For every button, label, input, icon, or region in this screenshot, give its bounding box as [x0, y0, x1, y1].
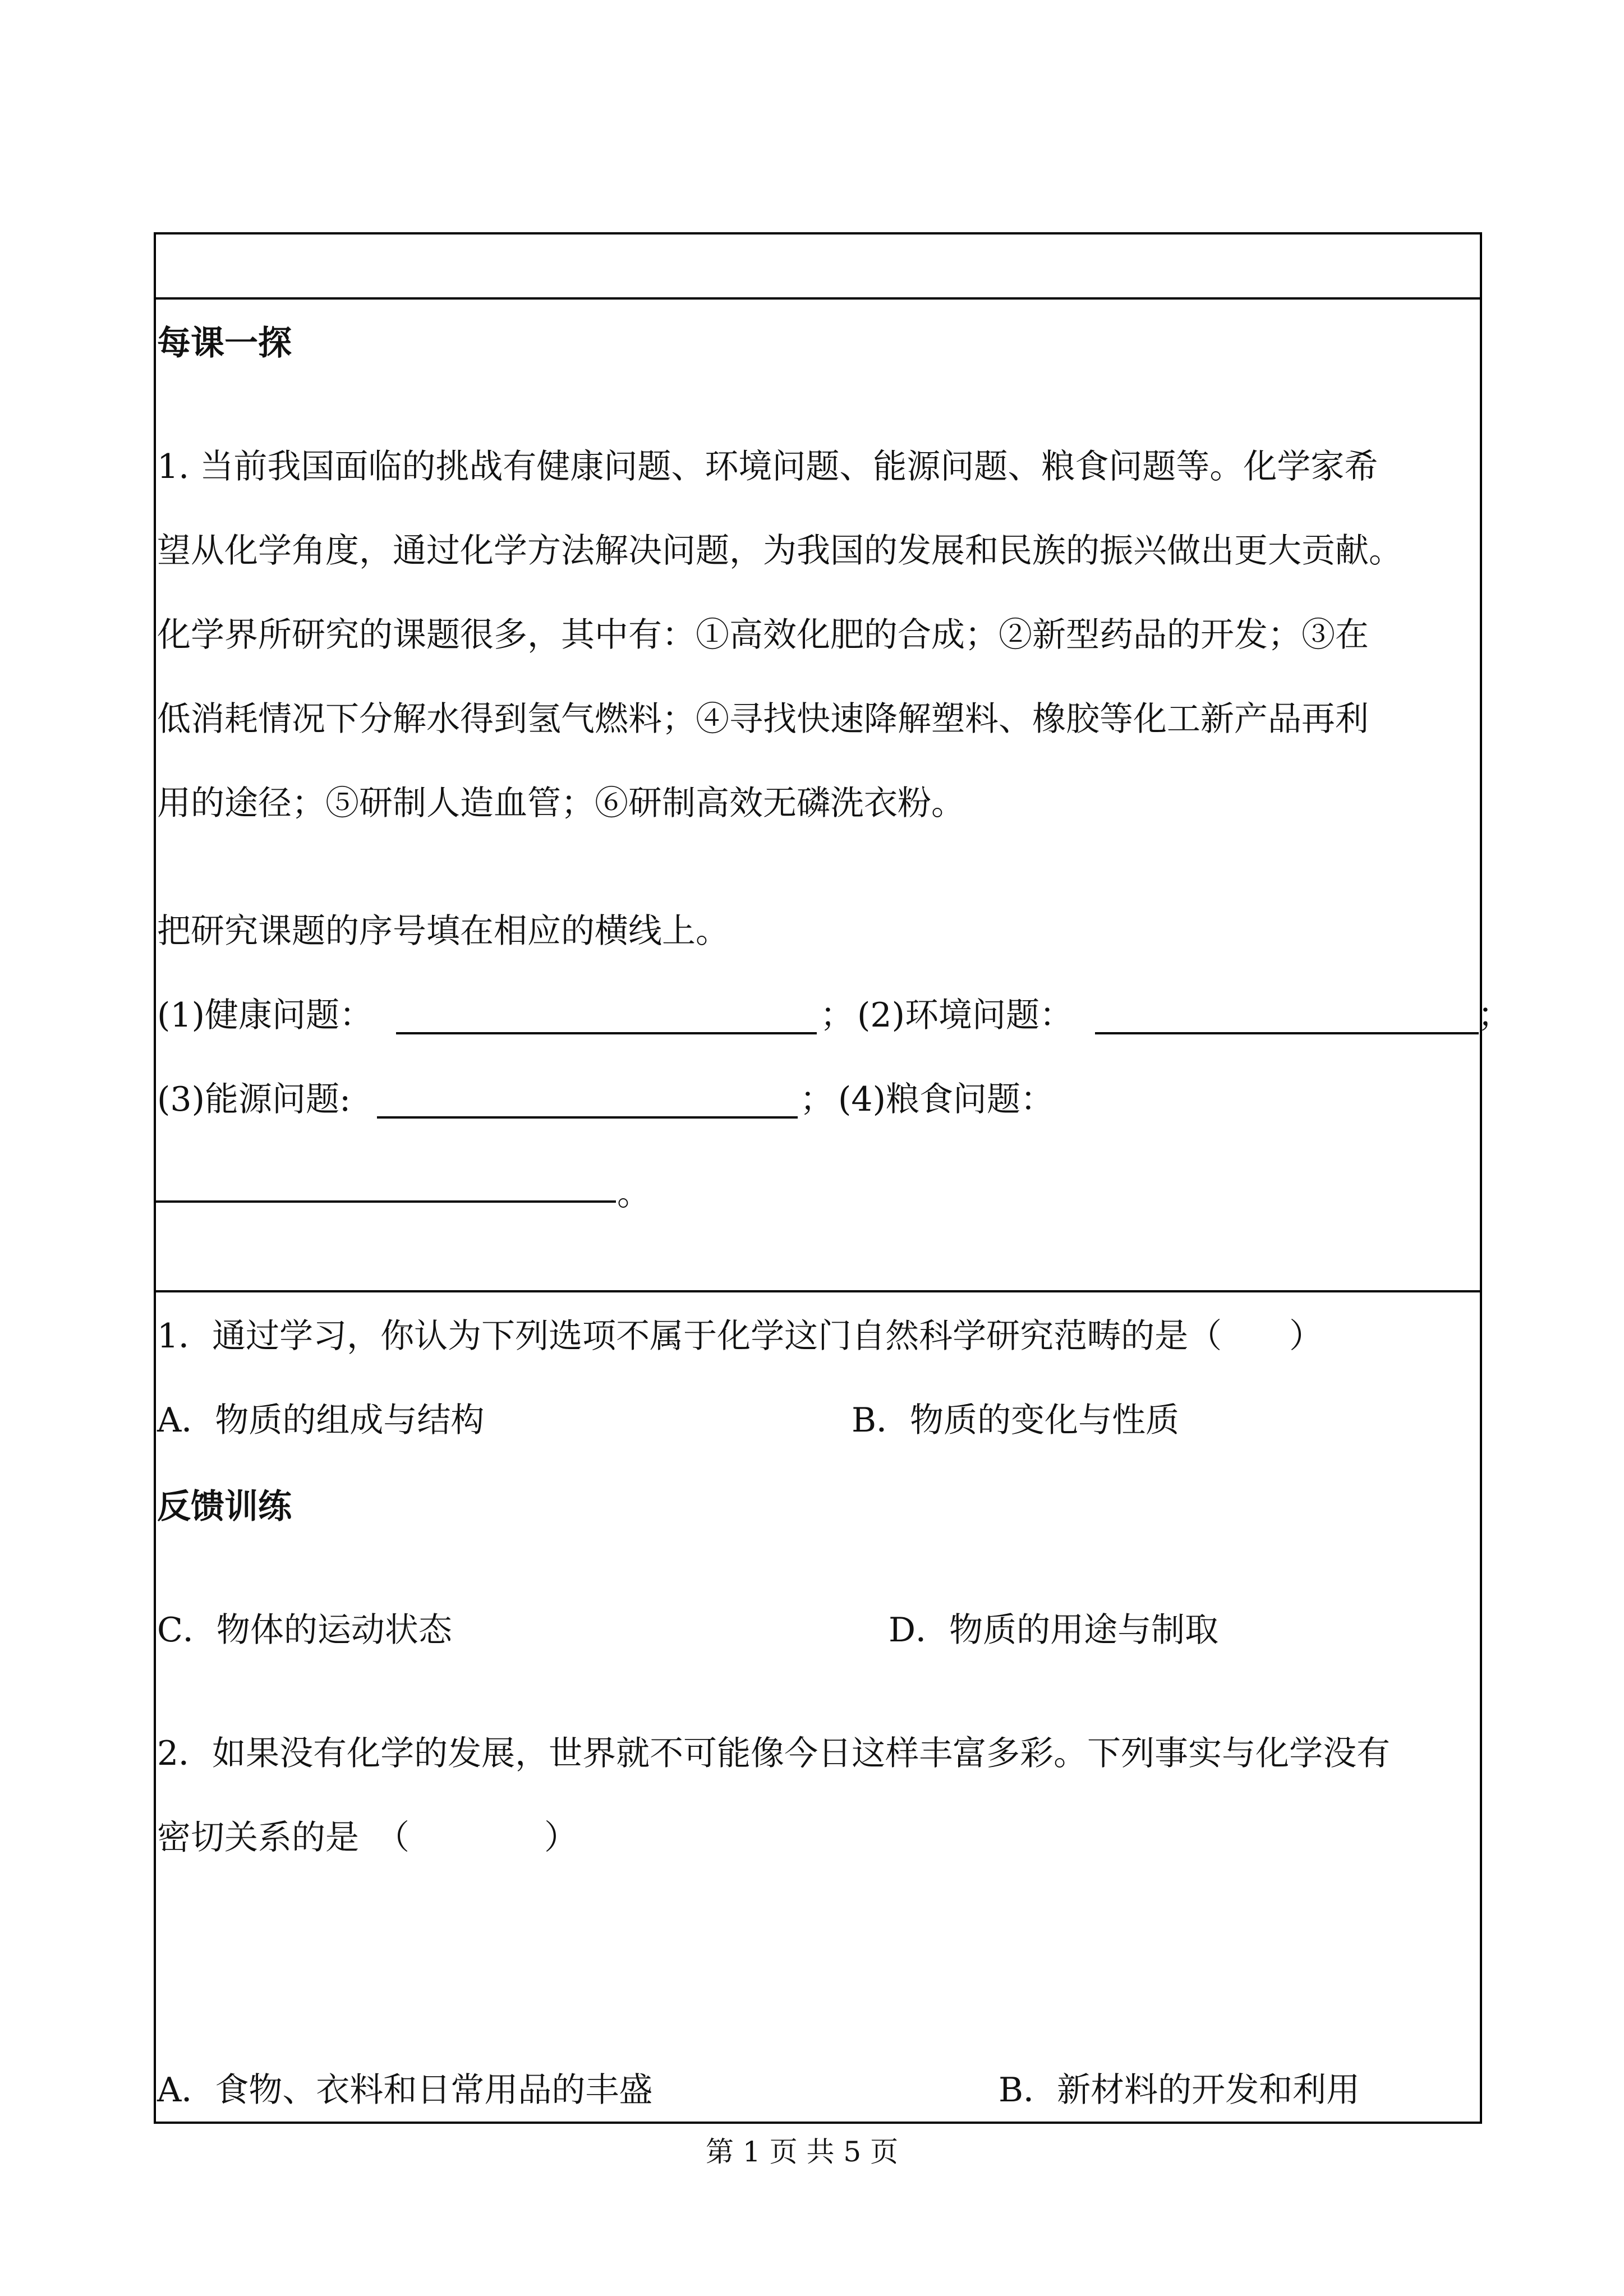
explore-q1-line-1: 1. 当前我国面临的挑战有健康问题、环境问题、能源问题、粮食问题等。化学家希	[157, 447, 1378, 486]
energy-answer-blank[interactable]	[377, 1116, 798, 1119]
separator: ；	[820, 996, 854, 1035]
environment-label: (2)环境问题：	[857, 996, 1073, 1035]
page-number: 第 1 页 共 5 页	[706, 2136, 899, 2168]
table-divider-top	[154, 297, 1482, 300]
feedback-q1-option-c: C．物体的运动状态	[157, 1611, 452, 1650]
feedback-q1-option-b: B．物质的变化与性质	[852, 1401, 1180, 1440]
environment-answer-blank[interactable]	[1095, 1032, 1479, 1034]
energy-label: (3)能源问题:	[157, 1080, 351, 1119]
feedback-q2-option-a: A．食物、衣料和日常用品的丰盛	[157, 2070, 653, 2110]
feedback-q1-option-a: A．物质的组成与结构	[157, 1401, 485, 1440]
explore-heading: 每课一探	[157, 324, 292, 363]
feedback-q2-stem-line-1: 2．如果没有化学的发展，世界就不可能像今日这样丰富多彩。下列事实与化学没有	[157, 1734, 1391, 1773]
feedback-heading: 反馈训练	[157, 1487, 292, 1526]
feedback-q2-stem-line-2: 密切关系的是 （ ）	[157, 1818, 578, 1857]
explore-q1-line-3: 化学界所研究的课题很多，其中有：①高效化肥的合成；②新型药品的开发；③在	[157, 615, 1369, 655]
feedback-q1-stem: 1．通过学习，你认为下列选项不属于化学这门自然科学研究范畴的是（ ）	[157, 1317, 1323, 1356]
table-divider-middle	[154, 1290, 1482, 1292]
health-label: (1)健康问题：	[157, 996, 373, 1035]
explore-q1-line-5: 用的途径；⑤研制人造血管；⑥研制高效无磷洗衣粉。	[157, 784, 965, 823]
explore-q1-line-4: 低消耗情况下分解水得到氢气燃料；④寻找快速降解塑料、橡胶等化工新产品再利	[157, 700, 1369, 739]
separator: ；	[800, 1080, 834, 1119]
food-answer-blank[interactable]	[156, 1200, 616, 1203]
separator-clipped: ；	[1478, 996, 1511, 1035]
feedback-q1-option-d: D．物质的用途与制取	[889, 1611, 1219, 1650]
health-answer-blank[interactable]	[396, 1032, 817, 1034]
food-label: (4)粮食问题：	[838, 1080, 1054, 1119]
sentence-end: 。	[617, 1174, 651, 1213]
feedback-q2-option-b: B．新材料的开发和利用	[999, 2070, 1360, 2110]
fill-instruction: 把研究课题的序号填在相应的横线上。	[157, 912, 729, 951]
explore-q1-line-2: 望从化学角度，通过化学方法解决问题，为我国的发展和民族的振兴做出更大贡献。	[157, 531, 1402, 570]
